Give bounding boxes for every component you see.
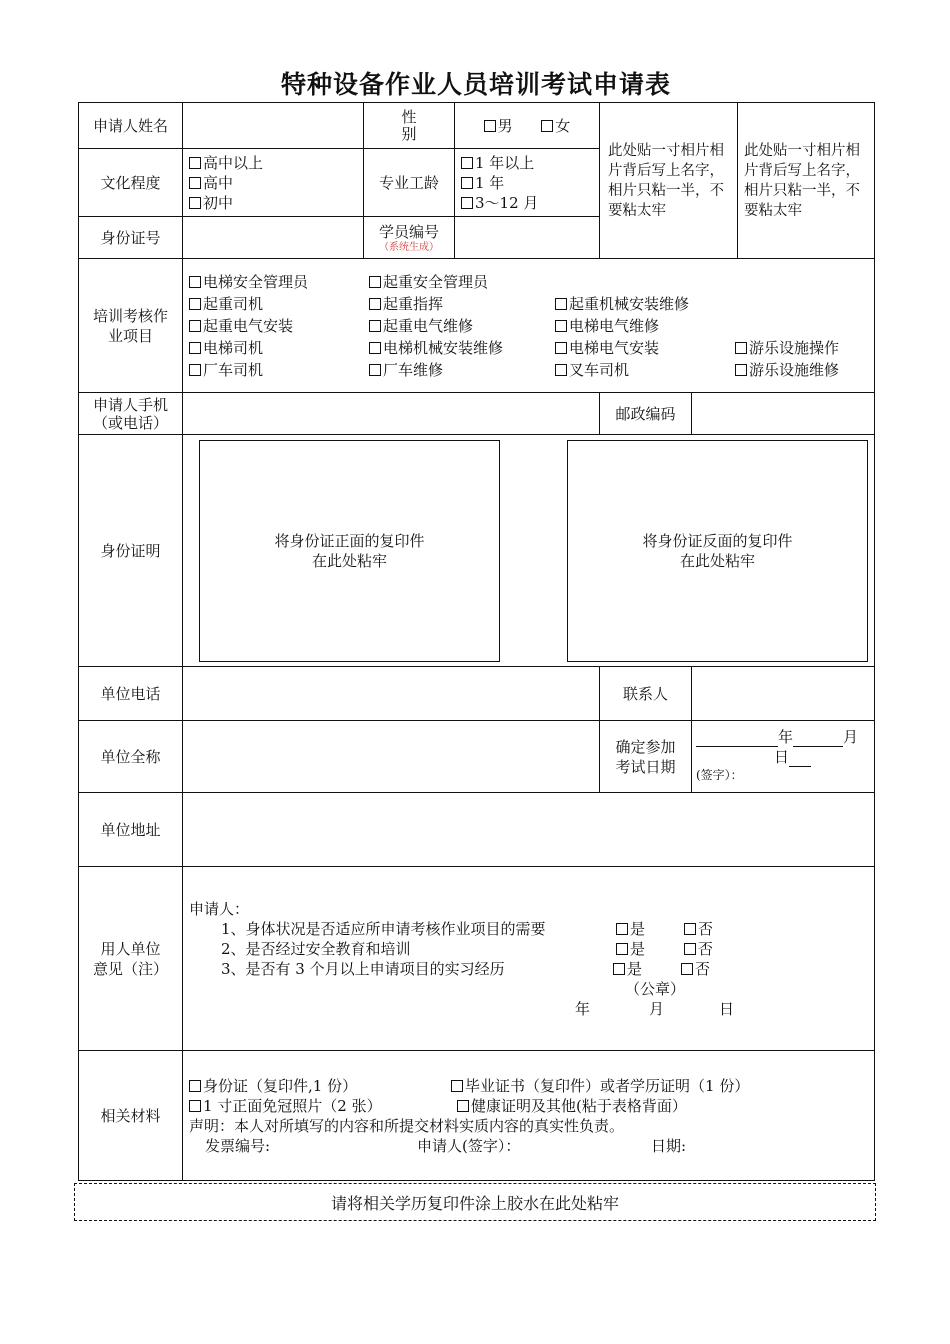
checkbox-icon bbox=[369, 298, 381, 310]
checkbox-icon bbox=[484, 120, 496, 132]
unit-phone-field[interactable] bbox=[183, 667, 600, 721]
invoice-number-label: 发票编号: bbox=[205, 1136, 271, 1155]
opinion-content: 申请人： 1、身体状况是否适应所申请考核作业项目的需要 是 否 2、是否经过安全教育和培训 是 否 3、是否有 3 个月以上申请项目的实习经历 是 否 （公章） 年 月 日 bbox=[183, 867, 875, 1051]
id-back-paste-box: 将身份证反面的复印件 在此处粘牢 bbox=[567, 440, 868, 662]
project-option[interactable]: 厂车司机 bbox=[189, 360, 369, 380]
checkbox-icon bbox=[369, 276, 381, 288]
material-diploma-checkbox[interactable]: 毕业证书（复印件）或者学历证明（1 份） bbox=[451, 1076, 749, 1096]
checkbox-icon bbox=[735, 342, 747, 354]
q2-no-checkbox[interactable]: 否 bbox=[684, 939, 713, 959]
checkbox-icon bbox=[369, 364, 381, 376]
project-option[interactable]: 电梯电气安装 bbox=[555, 338, 735, 358]
unit-name-label: 单位全称 bbox=[79, 721, 183, 793]
project-option[interactable]: 起重电气维修 bbox=[369, 316, 555, 336]
experience-label: 专业工龄 bbox=[364, 149, 455, 217]
id-proof-label: 身份证明 bbox=[79, 435, 183, 667]
project-option[interactable]: 起重指挥 bbox=[369, 294, 555, 314]
checkbox-icon bbox=[369, 342, 381, 354]
checkbox-icon bbox=[451, 1080, 463, 1092]
checkbox-icon bbox=[189, 320, 201, 332]
unit-address-label: 单位地址 bbox=[79, 793, 183, 867]
id-number-label: 身份证号 bbox=[79, 217, 183, 259]
project-option[interactable]: 电梯机械安装维修 bbox=[369, 338, 555, 358]
checkbox-icon bbox=[189, 157, 201, 169]
project-option[interactable]: 起重机械安装维修 bbox=[555, 294, 735, 314]
project-option[interactable]: 厂车维修 bbox=[369, 360, 555, 380]
phone-field[interactable] bbox=[183, 393, 600, 435]
project-option[interactable]: 起重电气安装 bbox=[189, 316, 369, 336]
postal-code-field[interactable] bbox=[692, 393, 875, 435]
project-option[interactable]: 起重司机 bbox=[189, 294, 369, 314]
checkbox-icon bbox=[616, 943, 628, 955]
id-proof-area bbox=[183, 435, 875, 667]
name-label: 申请人姓名 bbox=[79, 103, 183, 149]
q2-yes-checkbox[interactable]: 是 bbox=[616, 939, 684, 959]
project-empty-cell bbox=[735, 272, 865, 292]
gender-female-checkbox[interactable]: 女 bbox=[541, 117, 570, 135]
checkbox-icon bbox=[541, 120, 553, 132]
student-number-label: 学员编号 （系统生成） bbox=[364, 217, 455, 259]
education-option[interactable]: 初中 bbox=[189, 193, 357, 213]
id-front-paste-box: 将身份证正面的复印件 在此处粘牢 bbox=[199, 440, 500, 662]
materials-content bbox=[183, 1051, 875, 1181]
checkbox-icon bbox=[684, 943, 696, 955]
photo-slot-1: 此处贴一寸相片相片背后写上名字，相片只粘一半，不要粘太牢 bbox=[600, 103, 738, 259]
q3-yes-checkbox[interactable]: 是 bbox=[613, 959, 681, 979]
seal-label: （公章） bbox=[625, 979, 686, 998]
education-option[interactable]: 高中以上 bbox=[189, 153, 357, 173]
unit-address-field[interactable] bbox=[183, 793, 875, 867]
unit-name-field[interactable] bbox=[183, 721, 600, 793]
row-unit-phone bbox=[79, 667, 875, 721]
checkbox-icon bbox=[457, 1100, 469, 1112]
gender-options bbox=[455, 103, 600, 149]
project-option[interactable]: 电梯司机 bbox=[189, 338, 369, 358]
page-title: 特种设备作业人员培训考试申请表 bbox=[280, 70, 671, 99]
checkbox-icon bbox=[555, 298, 567, 310]
project-empty-cell bbox=[555, 272, 735, 292]
education-label: 文化程度 bbox=[79, 149, 183, 217]
row-unit-address bbox=[79, 793, 875, 867]
q3-no-checkbox[interactable]: 否 bbox=[681, 959, 710, 979]
checkbox-icon bbox=[189, 276, 201, 288]
phone-label: 申请人手机 （或电话） bbox=[79, 393, 183, 435]
project-empty-cell bbox=[735, 316, 865, 336]
education-options bbox=[183, 149, 364, 217]
gender-male-checkbox[interactable]: 男 bbox=[484, 117, 513, 135]
checkbox-icon bbox=[613, 963, 625, 975]
project-grid bbox=[189, 272, 868, 380]
row-materials bbox=[79, 1051, 875, 1181]
contact-field[interactable] bbox=[692, 667, 875, 721]
project-empty-cell bbox=[735, 294, 865, 314]
exam-date-field[interactable]: 年 月 日 (签字）： bbox=[692, 721, 875, 793]
date-label: 日期: bbox=[651, 1136, 687, 1155]
project-option[interactable]: 叉车司机 bbox=[555, 360, 735, 380]
row-applicant-name bbox=[79, 103, 875, 149]
checkbox-icon bbox=[369, 320, 381, 332]
id-number-field[interactable] bbox=[183, 217, 364, 259]
contact-label: 联系人 bbox=[600, 667, 692, 721]
opinion-label: 用人单位 意见（注） bbox=[79, 867, 183, 1051]
name-field[interactable] bbox=[183, 103, 364, 149]
project-option[interactable]: 电梯安全管理员 bbox=[189, 272, 369, 292]
checkbox-icon bbox=[189, 177, 201, 189]
checkbox-icon bbox=[555, 320, 567, 332]
opinion-date: 年 月 日 bbox=[575, 999, 735, 1018]
checkbox-icon bbox=[189, 342, 201, 354]
exam-date-label: 确定参加 考试日期 bbox=[600, 721, 692, 793]
checkbox-icon bbox=[461, 177, 473, 189]
unit-phone-label: 单位电话 bbox=[79, 667, 183, 721]
checkbox-icon bbox=[461, 157, 473, 169]
checkbox-icon bbox=[555, 364, 567, 376]
student-number-field[interactable] bbox=[455, 217, 600, 259]
project-option[interactable]: 游乐设施操作 bbox=[735, 338, 865, 358]
checkbox-icon bbox=[681, 963, 693, 975]
diploma-paste-area: 请将相关学历复印件涂上胶水在此处粘牢 bbox=[74, 1183, 876, 1221]
checkbox-icon bbox=[189, 197, 201, 209]
materials-label: 相关材料 bbox=[79, 1051, 183, 1181]
row-phone bbox=[79, 393, 875, 435]
checkbox-icon bbox=[189, 1100, 201, 1112]
checkbox-icon bbox=[461, 197, 473, 209]
photo-slot-2: 此处贴一寸相片相片背后写上名字，相片只粘一半，不要粘太牢 bbox=[738, 103, 875, 259]
q1-no-checkbox[interactable]: 否 bbox=[684, 919, 713, 939]
opinion-q1: 1、身体状况是否适应所申请考核作业项目的需要 是 否 bbox=[221, 919, 714, 938]
material-health-checkbox[interactable]: 健康证明及其他(粘于表格背面） bbox=[457, 1096, 687, 1116]
gender-label: 性 别 bbox=[364, 103, 455, 149]
project-option[interactable]: 电梯电气维修 bbox=[555, 316, 735, 336]
checkbox-icon bbox=[189, 298, 201, 310]
experience-option[interactable]: 1 年以上 bbox=[461, 153, 593, 173]
checkbox-icon bbox=[684, 923, 696, 935]
checkbox-icon bbox=[735, 364, 747, 376]
checkbox-icon bbox=[189, 1080, 201, 1092]
experience-option[interactable]: 3～12 月 bbox=[461, 193, 593, 213]
checkbox-icon bbox=[189, 364, 201, 376]
project-option[interactable]: 游乐设施维修 bbox=[735, 360, 865, 380]
projects-label: 培训考核作 业项目 bbox=[79, 259, 183, 393]
checkbox-icon bbox=[616, 923, 628, 935]
row-id-proof bbox=[79, 435, 875, 667]
application-form-table bbox=[78, 102, 875, 1181]
row-projects bbox=[79, 259, 875, 393]
q1-yes-checkbox[interactable]: 是 bbox=[616, 919, 684, 939]
postal-code-label: 邮政编码 bbox=[600, 393, 692, 435]
material-id-copy-checkbox[interactable]: 身份证（复印件,1 份） bbox=[189, 1076, 451, 1096]
row-unit-name bbox=[79, 721, 875, 793]
opinion-q2: 2、是否经过安全教育和培训 是 否 bbox=[221, 939, 714, 958]
experience-options bbox=[455, 149, 600, 217]
declaration-text: 声明：本人对所填写的内容和所提交材料实质内容的真实性负责。 bbox=[189, 1116, 625, 1135]
opinion-q3: 3、是否有 3 个月以上申请项目的实习经历 是 否 bbox=[221, 959, 711, 978]
project-option[interactable]: 起重安全管理员 bbox=[369, 272, 555, 292]
experience-option[interactable]: 1 年 bbox=[461, 173, 593, 193]
row-employer-opinion bbox=[79, 867, 875, 1051]
projects-options bbox=[183, 259, 875, 393]
education-option[interactable]: 高中 bbox=[189, 173, 357, 193]
applicant-sign-label: 申请人(签字）： bbox=[417, 1136, 521, 1155]
material-photo-checkbox[interactable]: 1 寸正面免冠照片（2 张） bbox=[189, 1096, 457, 1116]
checkbox-icon bbox=[555, 342, 567, 354]
